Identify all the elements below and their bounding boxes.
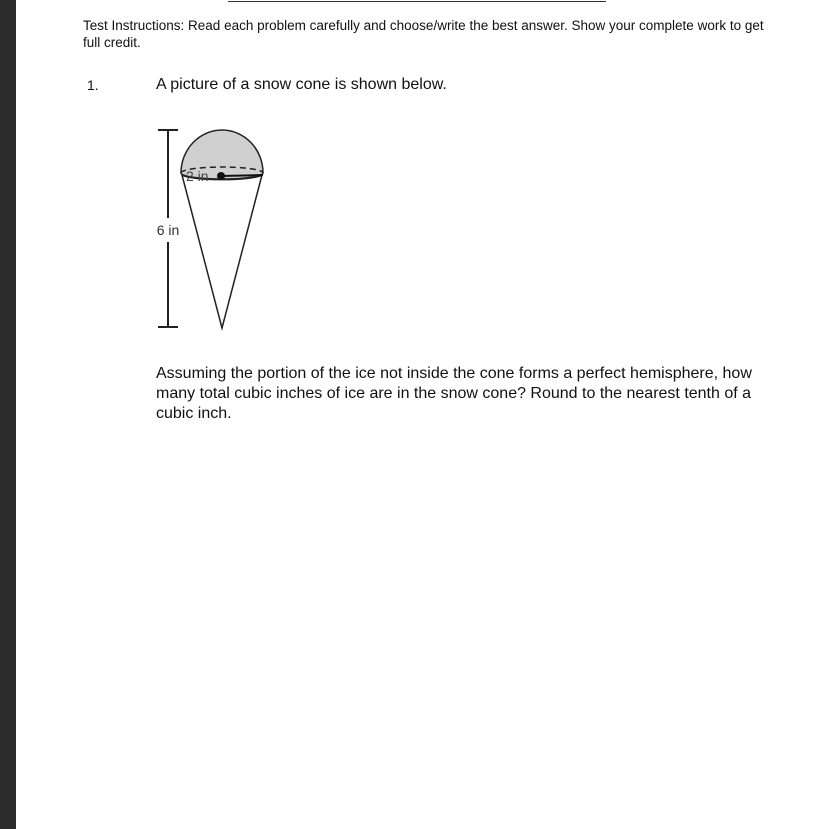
radius-line — [221, 175, 263, 176]
left-edge-bar — [0, 0, 16, 829]
question-number: 1. — [87, 77, 99, 93]
radius-label: 2 in — [186, 168, 209, 184]
question-body: Assuming the portion of the ice not inside the cone forms a perfect hemisphere, how many total cubic inches of ice are in the snow cone? Round to the nearest tenth of a cubic inch. — [156, 365, 752, 422]
question-intro: A picture of a snow cone is shown below. — [156, 76, 447, 93]
cone — [182, 175, 262, 328]
height-label: 6 in — [156, 222, 180, 238]
top-rule — [228, 1, 606, 2]
snow-cone-figure — [140, 120, 280, 335]
test-instructions: Test Instructions: Read each problem carefully and choose/write the best answer. Show your complete work to get full credit. — [83, 18, 764, 50]
